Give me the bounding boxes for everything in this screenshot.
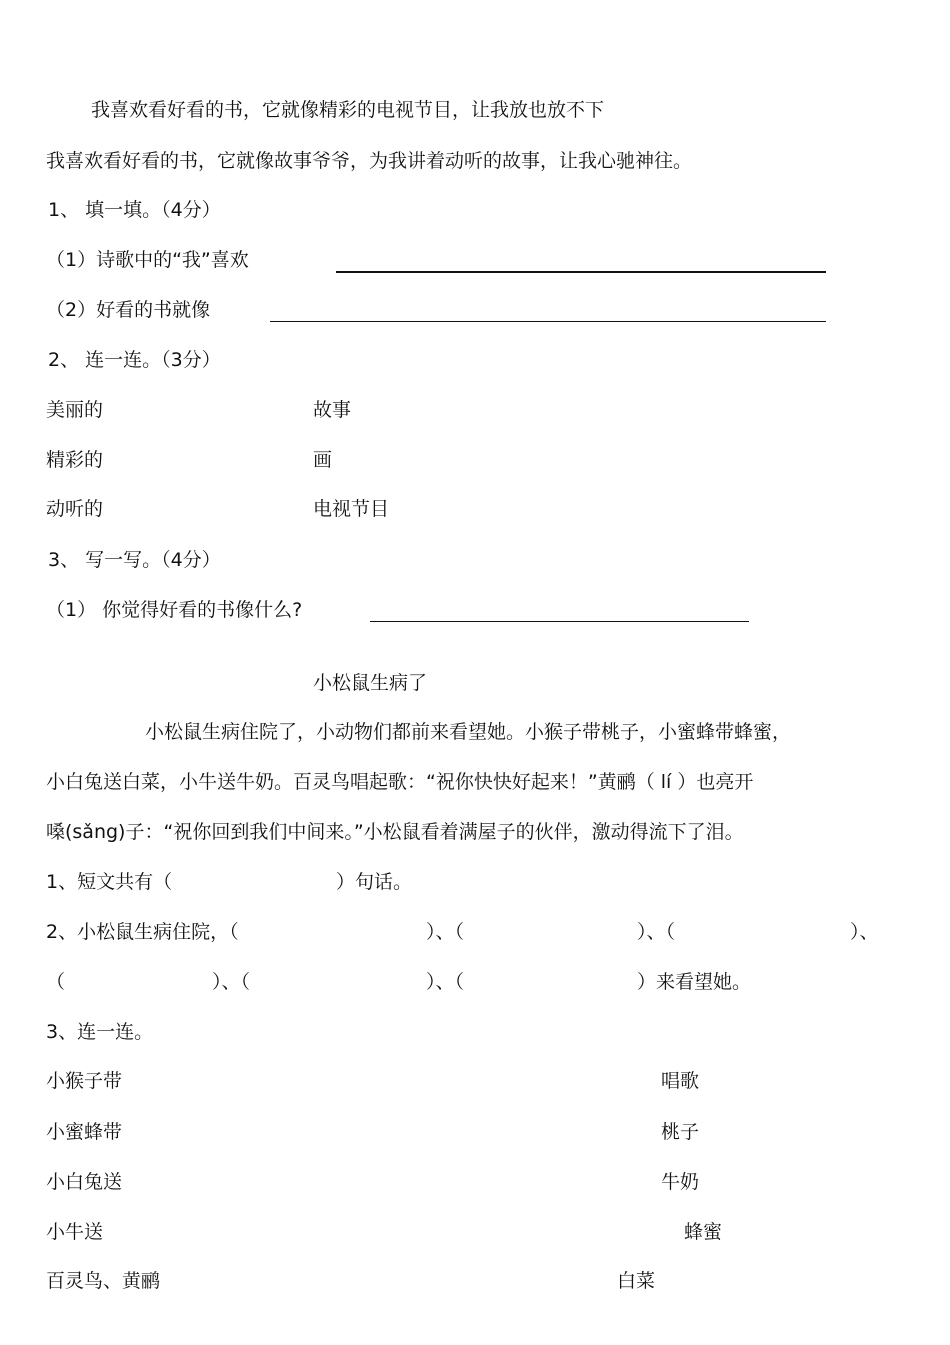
p2-q1-text: 1、短文共有（	[46, 871, 173, 893]
p2-match-left-5: 百灵鸟、黄鹂	[46, 1270, 161, 1292]
story-paragraph-line-2: 小白兔送白菜，小牛送牛奶。百灵鸟唱起歌：“祝你快快好起来！”黄鹂（ lí ）也亮开	[46, 771, 754, 793]
match-right-1: 故事	[313, 399, 352, 421]
p2-match-left-1: 小猴子带	[46, 1070, 123, 1092]
match-left-3: 动听的	[46, 498, 104, 520]
p2-q2-lead: 2、小松鼠生病住院，（	[46, 921, 239, 943]
p2-q1-close: ）句话。	[336, 871, 413, 893]
p2-match-right-5: 白菜	[617, 1270, 656, 1292]
p2-q2-sep-4: ）、（	[426, 971, 465, 993]
q2-title: 2、 连一连。（3分）	[48, 349, 221, 371]
q1-item-1: （1）诗歌中的“我”喜欢	[46, 249, 249, 271]
match-left-1: 美丽的	[46, 399, 104, 421]
p2-match-left-3: 小白兔送	[46, 1171, 123, 1193]
poem-line-1: 我喜欢看好看的书，它就像精彩的电视节目，让我放也放不下	[91, 99, 605, 121]
p2-match-left-4: 小牛送	[46, 1221, 104, 1243]
p2-q2-row1-end: ）、	[850, 921, 879, 943]
q3-title: 3、 写一写。（4分）	[48, 549, 221, 571]
answer-line-1[interactable]	[336, 271, 826, 273]
p2-q2-sep-3: ）、（	[212, 971, 251, 993]
p2-match-right-3: 牛奶	[661, 1171, 700, 1193]
q3-item-1: （1） 你觉得好看的书像什么?	[46, 599, 303, 621]
q1-item-2: （2）好看的书就像	[46, 299, 211, 321]
story-title: 小松鼠生病了	[313, 672, 428, 694]
p2-q2-row2-end: ）来看望她。	[637, 971, 752, 993]
p2-match-right-2: 桃子	[661, 1121, 700, 1143]
p2-q3-title: 3、连一连。	[46, 1021, 154, 1043]
answer-line-3[interactable]	[370, 621, 749, 622]
match-right-2: 画	[313, 449, 333, 471]
p2-q2-sep-2: ）、（	[637, 921, 676, 943]
p2-match-right-1: 唱歌	[661, 1070, 700, 1092]
story-paragraph-line-3: 嗓(sǎng)子：“祝你回到我们中间来。”小松鼠看着满屋子的伙伴，激动得流下了泪。	[46, 821, 744, 843]
answer-line-2[interactable]	[270, 321, 826, 322]
p2-match-right-4: 蜂蜜	[684, 1221, 723, 1243]
match-left-2: 精彩的	[46, 449, 104, 471]
story-paragraph-line-1: 小松鼠生病住院了，小动物们都前来看望她。小猴子带桃子，小蜜蜂带蜂蜜，	[145, 721, 792, 743]
match-right-3: 电视节目	[313, 498, 390, 520]
p2-match-left-2: 小蜜蜂带	[46, 1121, 123, 1143]
poem-line-2: 我喜欢看好看的书，它就像故事爷爷，为我讲着动听的故事，让我心驰神往。	[46, 150, 693, 172]
p2-q2-sep-1: ）、（	[426, 921, 465, 943]
p2-q2-row2-start: （	[46, 971, 66, 993]
q1-title: 1、 填一填。（4分）	[48, 199, 221, 221]
